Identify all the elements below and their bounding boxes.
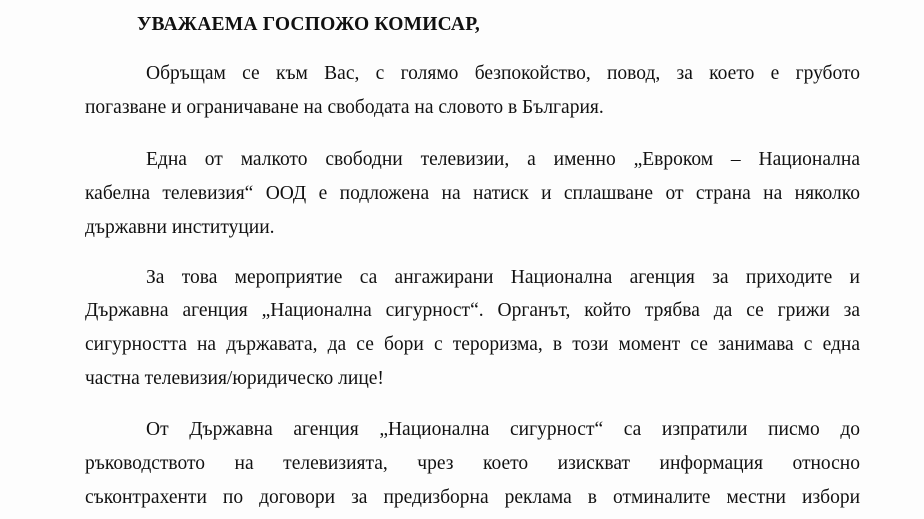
paragraph-3-line-3: сигурността на държавата, да се бори с тероризма, в този момент се занимава с една (85, 334, 860, 355)
paragraph-1-line-1: Обръщам се към Вас, с голямо безпокойство, повод, за което е грубото (146, 63, 860, 84)
paragraph-4-line-3: съконтрахенти по договори за предизборна реклама в отминалите местни избори (85, 487, 860, 508)
paragraph-4-line-1: От Държавна агенция „Национална сигурност“ са изпратили писмо до (146, 419, 860, 440)
paragraph-2-line-3: държавни институции. (85, 217, 275, 238)
paragraph-3-line-2: Държавна агенция „Национална сигурност“. Органът, който трябва да се грижи за (85, 300, 860, 321)
paragraph-2-line-2: кабелна телевизия“ ООД е подложена на натиск и сплашване от страна на няколко (85, 183, 860, 204)
paragraph-3-line-1: За това мероприятие са ангажирани Национална агенция за приходите и (146, 267, 860, 288)
paragraph-1-line-2: погазване и ограничаване на свободата на словото в България. (85, 97, 604, 118)
paragraph-3-line-4: частна телевизия/юридическо лице! (85, 368, 384, 389)
paragraph-2-line-1: Една от малкото свободни телевизии, а именно „Евроком – Национална (146, 149, 860, 170)
letter-salutation: УВАЖАЕМА ГОСПОЖО КОМИСАР, (137, 14, 480, 35)
paragraph-4-line-2: ръководството на телевизията, чрез което изискват информация относно (85, 453, 860, 474)
